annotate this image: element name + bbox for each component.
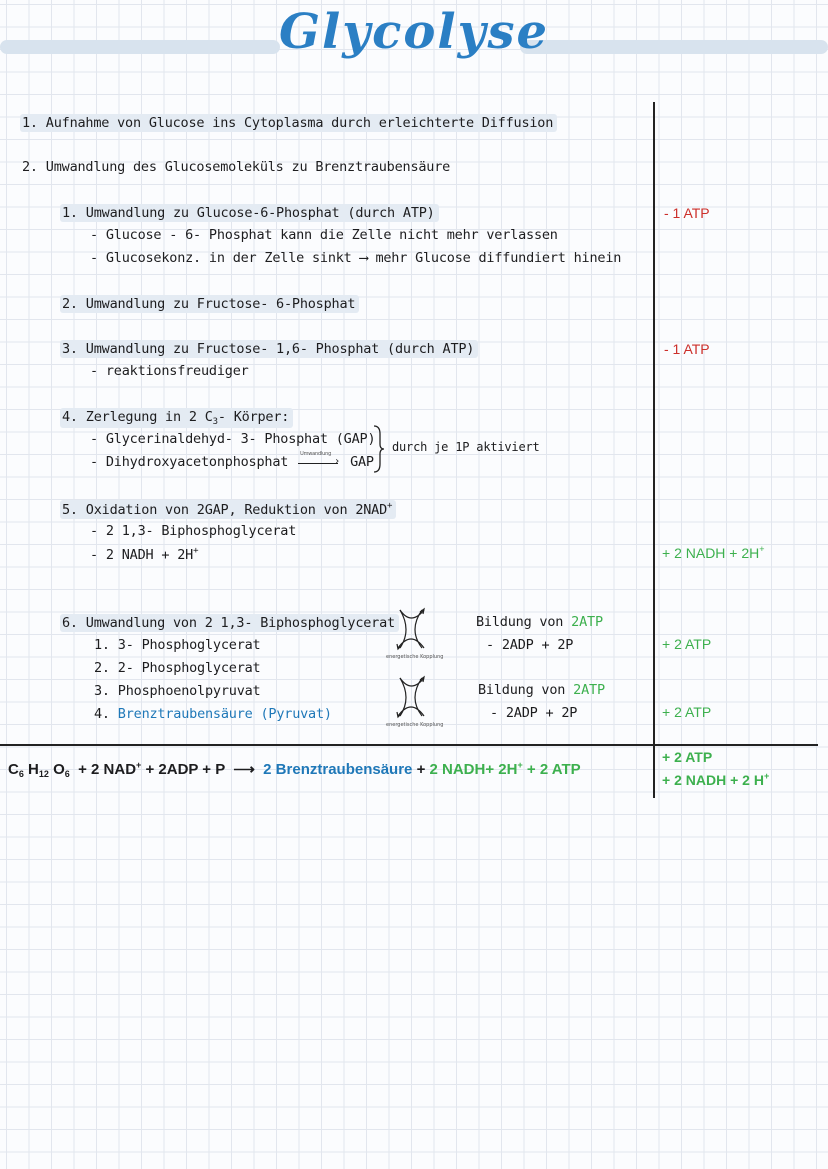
step-2: 2. Umwandlung des Glucosemoleküls zu Brenztraubensäure bbox=[22, 159, 451, 175]
sum-nadh bbox=[662, 771, 769, 788]
substep-4 bbox=[60, 408, 293, 428]
substep-4-bullet-2 bbox=[90, 451, 374, 470]
bildung-1-sub: - 2ADP + 2P bbox=[486, 637, 574, 653]
brace-note: durch je 1P aktiviert bbox=[392, 440, 540, 454]
substep-5 bbox=[60, 500, 396, 519]
coupling-label-1: energetische Kopplung bbox=[386, 654, 444, 660]
substep-5-bullet-2-text: - 2 NADH + 2H bbox=[90, 547, 194, 563]
substep-3-bullet-1: - reaktionsfreudiger bbox=[90, 363, 249, 379]
substep-2: 2. Umwandlung zu Fructose- 6-Phosphat bbox=[60, 295, 359, 313]
step-1: 1. Aufnahme von Glucose ins Cytoplasma durch erleichterte Diffusion bbox=[20, 114, 557, 132]
brace-icon bbox=[372, 424, 386, 478]
eq-nad: + 2 NAD bbox=[78, 761, 137, 778]
coupling-diagram-1 bbox=[386, 606, 443, 660]
arrow-line bbox=[298, 463, 338, 464]
side-plus-atp-2: + 2 ATP bbox=[662, 704, 712, 720]
coupling-cross-icon bbox=[386, 606, 436, 652]
bildung-1-atp: 2ATP bbox=[571, 614, 603, 630]
eq-c-sub: 6 bbox=[18, 769, 24, 779]
page-title: Glycolyse bbox=[278, 4, 550, 60]
substep-6-item-1: 1. 3- Phosphoglycerat bbox=[94, 637, 261, 653]
substep-3: 3. Umwandlung zu Fructose- 1,6- Phosphat (durch ATP) bbox=[60, 340, 478, 358]
eq-adp: + 2ADP + P bbox=[145, 761, 225, 778]
eq-h-sub: 12 bbox=[38, 769, 49, 779]
substep-4-sub: 3 bbox=[212, 417, 218, 427]
substep-4-text: 4. Zerlegung in 2 C bbox=[62, 409, 213, 425]
substep-4-bullet-2-text: - Dihydroxyacetonphosphat bbox=[90, 454, 289, 470]
coupling-diagram-2 bbox=[386, 674, 443, 728]
horizontal-rule bbox=[0, 744, 818, 746]
substep-4-tail: - Körper: bbox=[217, 409, 290, 425]
bildung-2-atp: 2ATP bbox=[573, 682, 605, 698]
sum-nadh-sup: + bbox=[763, 771, 770, 781]
conversion-arrow-label: Umwandlung bbox=[300, 451, 332, 457]
substep-6-item-4-text: Brenztraubensäure (Pyruvat) bbox=[117, 706, 332, 722]
arrow-head-icon: › bbox=[334, 456, 340, 467]
eq-product-pyruvate: 2 Brenztraubensäure bbox=[263, 761, 413, 778]
coupling-cross-icon-2 bbox=[386, 674, 436, 720]
side-plus-atp-1: + 2 ATP bbox=[662, 636, 712, 652]
sum-atp: + 2 ATP bbox=[662, 749, 713, 765]
side-plus-nadh-text: + 2 NADH + 2H bbox=[662, 545, 760, 561]
eq-nad-sup: + bbox=[136, 760, 142, 770]
bildung-2-sub: - 2ADP + 2P bbox=[490, 705, 578, 721]
substep-1-bullet-1: - Glucose - 6- Phosphat kann die Zelle nicht mehr verlassen bbox=[90, 227, 558, 243]
substep-1: 1. Umwandlung zu Glucose-6-Phosphat (durch ATP) bbox=[60, 204, 439, 222]
bildung-2 bbox=[478, 682, 605, 698]
eq-o: O bbox=[53, 761, 65, 778]
bildung-1 bbox=[476, 614, 603, 630]
bildung-2-text: Bildung von bbox=[478, 682, 566, 698]
eq-product-nadh-sup: + bbox=[517, 760, 523, 770]
side-minus-atp-2: - 1 ATP bbox=[664, 341, 710, 357]
bildung-1-text: Bildung von bbox=[476, 614, 564, 630]
eq-h: H bbox=[28, 761, 39, 778]
substep-1-bullet-2 bbox=[90, 250, 621, 266]
eq-product-nadh bbox=[430, 761, 523, 778]
side-minus-atp-1: - 1 ATP bbox=[664, 205, 710, 221]
substep-1-bullet-2-tail: mehr Glucose diffundiert hinein bbox=[375, 250, 622, 266]
eq-arrow-icon: ⟶ bbox=[233, 761, 255, 778]
substep-4-bullet-1: - Glycerinaldehyd- 3- Phosphat (GAP) bbox=[90, 431, 376, 447]
eq-product-atp: + 2 ATP bbox=[526, 761, 581, 778]
summary-equation bbox=[8, 760, 581, 779]
sum-nadh-text: + 2 NADH + 2 H bbox=[662, 772, 764, 788]
coupling-label-2: energetische Kopplung bbox=[386, 722, 444, 728]
substep-6-item-2: 2. 2- Phosphoglycerat bbox=[94, 660, 261, 676]
arrow-icon: ⟶ bbox=[359, 250, 368, 266]
substep-4-bullet-2-tail: GAP bbox=[350, 454, 374, 470]
substep-1-bullet-2-text: - Glucosekonz. in der Zelle sinkt bbox=[90, 250, 352, 266]
eq-c: C bbox=[8, 761, 19, 778]
substep-5-bullet-2 bbox=[90, 546, 198, 563]
substep-6: 6. Umwandlung von 2 1,3- Biphosphoglycerat bbox=[60, 614, 399, 632]
substep-5-bullet-2-sup: + bbox=[193, 546, 199, 556]
substep-5-text: 5. Oxidation von 2GAP, Reduktion von 2NAD bbox=[62, 502, 388, 518]
vertical-divider bbox=[653, 102, 655, 798]
conversion-arrow bbox=[296, 451, 342, 467]
substep-6-item-4-num: 4. bbox=[94, 706, 110, 722]
eq-product-nadh-text: 2 NADH+ 2H bbox=[429, 761, 518, 778]
eq-plus: + bbox=[416, 761, 426, 778]
substep-5-sup: + bbox=[387, 501, 393, 511]
substep-5-bullet-1: - 2 1,3- Biphosphoglycerat bbox=[90, 523, 297, 539]
substep-6-item-3: 3. Phosphoenolpyruvat bbox=[94, 683, 261, 699]
side-plus-nadh-sup: + bbox=[759, 544, 765, 554]
substep-6-item-4 bbox=[94, 706, 332, 722]
eq-o-sub: 6 bbox=[64, 769, 70, 779]
side-plus-nadh bbox=[662, 544, 765, 561]
